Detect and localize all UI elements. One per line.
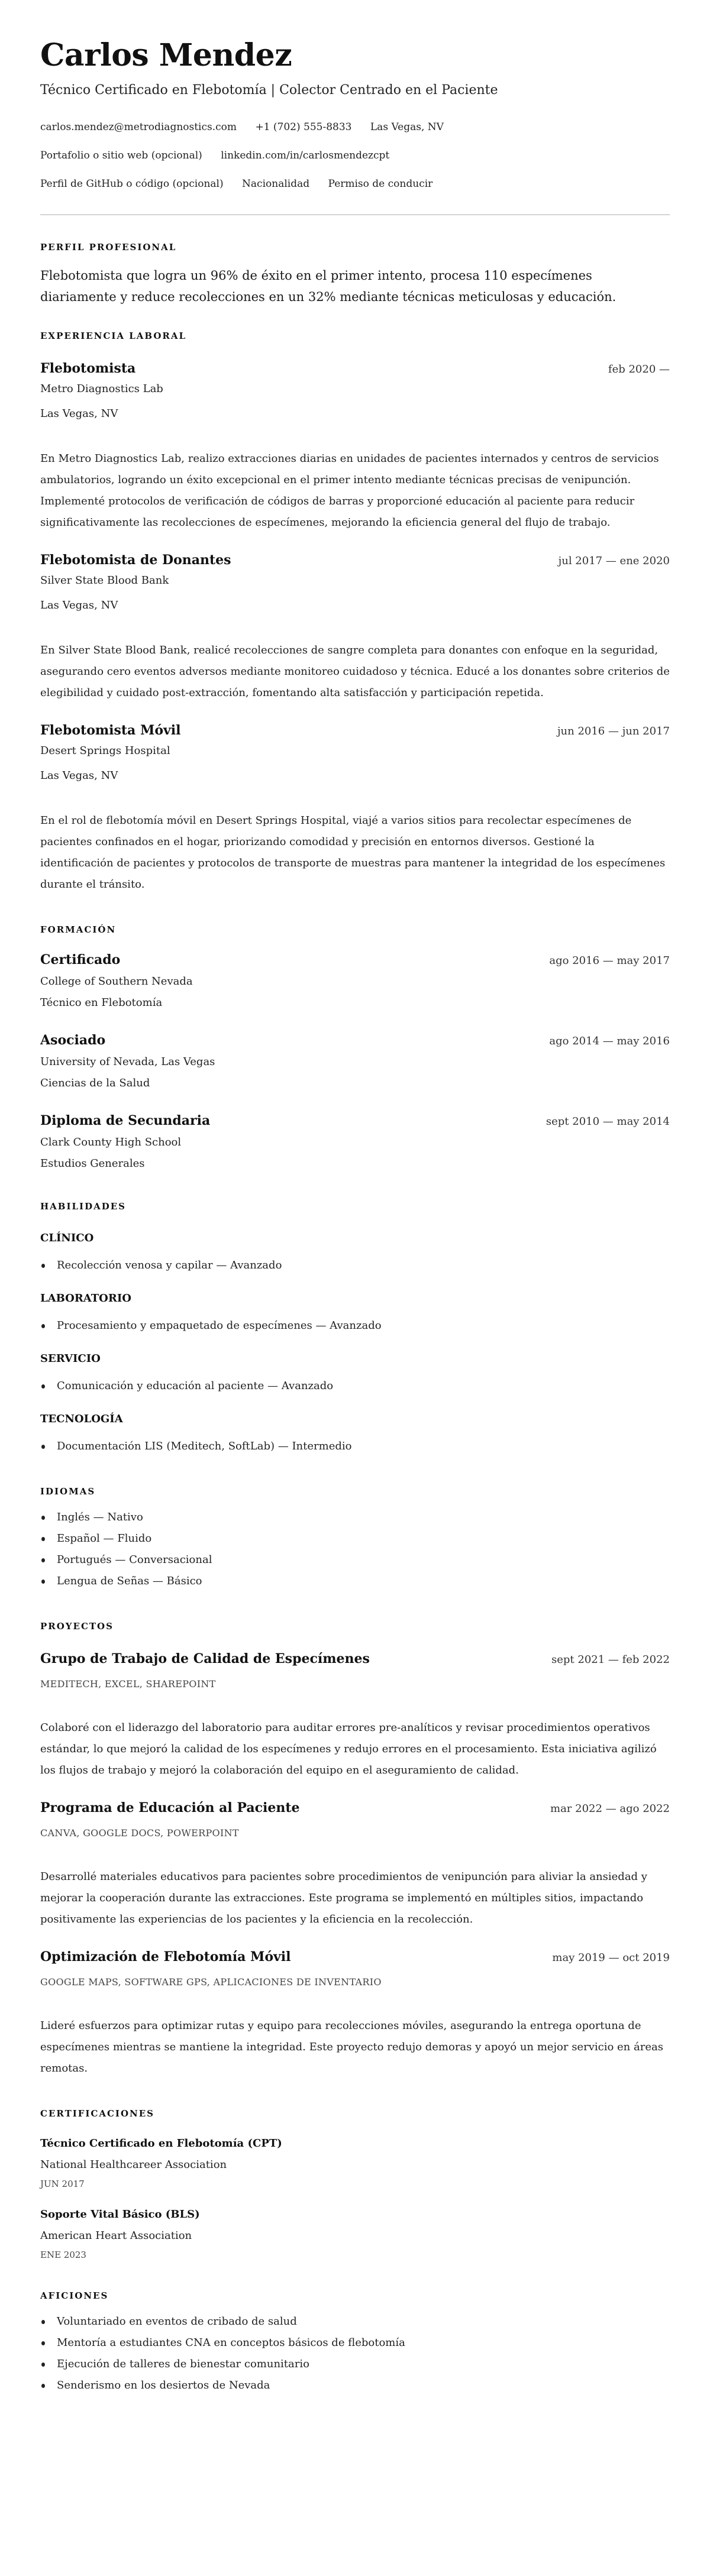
degree-name: Certificado xyxy=(40,952,121,967)
candidate-headline: Técnico Certificado en Flebotomía | Colector Centrado en el Paciente xyxy=(40,83,498,98)
certifications-section xyxy=(40,2108,670,2261)
resume-header xyxy=(40,37,670,193)
job-description: En el rol de flebotomía móvil en Desert Springs Hospital, viajé a varios sitios para recolectar especímenes de pacientes confinados en el hogar, priorizando comodidad y precisión en entornos diversos. Gestioné la identificación de pacientes y protocolos de transporte de muestras para mantener la integridad de los especímenes durante el tránsito. xyxy=(40,814,666,891)
experience-entry xyxy=(40,721,670,895)
education-section xyxy=(40,924,670,1172)
project-tech: CANVA, GOOGLE DOCS, POWERPOINT xyxy=(40,1827,239,1839)
contact-row xyxy=(40,175,670,193)
project-description: Desarrollé materiales educativos para pacientes sobre procedimientos de venipunción para aliviar la ansiedad y mejorar la cooperación durante las extracciones. Este programa se implementó en múltiples sitios, impactando positivamente las experiencias de los pacientes y la eficiencia en la recolección. xyxy=(40,1870,647,1925)
field-of-study: Técnico en Flebotomía xyxy=(40,996,163,1009)
field-of-study: Estudios Generales xyxy=(40,1157,145,1170)
job-dates: jul 2017 — ene 2020 xyxy=(558,555,670,567)
section-title: PERFIL PROFESIONAL xyxy=(40,242,177,253)
project-entry xyxy=(40,1948,670,2079)
field-of-study: Ciencias de la Salud xyxy=(40,1077,150,1089)
header-divider xyxy=(40,214,670,215)
hobby-item: Senderismo en los desiertos de Nevada xyxy=(40,2375,670,2396)
github-link[interactable]: Perfil de GitHub o código (opcional) xyxy=(40,178,224,190)
certification-date: JUN 2017 xyxy=(40,2179,85,2189)
certification-name: Técnico Certificado en Flebotomía (CPT) xyxy=(40,2137,282,2150)
certification-entry xyxy=(40,2136,670,2190)
experience-entry xyxy=(40,551,670,704)
language-list xyxy=(40,1507,670,1592)
skills-section xyxy=(40,1200,670,1457)
candidate-name: Carlos Mendez xyxy=(40,37,292,73)
company-name: Silver State Blood Bank xyxy=(40,574,169,587)
project-entry xyxy=(40,1650,670,1781)
email-link[interactable]: carlos.mendez@metrodiagnostics.com xyxy=(40,121,237,133)
certification-name: Soporte Vital Básico (BLS) xyxy=(40,2208,200,2221)
job-dates: jun 2016 — jun 2017 xyxy=(557,725,670,737)
languages-section xyxy=(40,1486,670,1592)
company-name: Metro Diagnostics Lab xyxy=(40,383,163,395)
skill-item: Recolección venosa y capilar — Avanzado xyxy=(40,1255,670,1276)
certification-date: ENE 2023 xyxy=(40,2250,86,2260)
hobbies-section xyxy=(40,2290,670,2396)
portfolio-link[interactable]: Portafolio o sitio web (opcional) xyxy=(40,150,202,161)
degree-name: Diploma de Secundaria xyxy=(40,1113,211,1128)
section-title: EXPERIENCIA LABORAL xyxy=(40,331,187,341)
project-dates: mar 2022 — ago 2022 xyxy=(550,1802,670,1815)
education-dates: sept 2010 — may 2014 xyxy=(546,1115,670,1128)
education-dates: ago 2014 — may 2016 xyxy=(549,1035,670,1047)
project-name: Programa de Educación al Paciente xyxy=(40,1800,300,1816)
language-item: Lengua de Señas — Básico xyxy=(40,1571,670,1592)
skill-item: Procesamiento y empaquetado de especímenes — Avanzado xyxy=(40,1315,670,1336)
company-name: Desert Springs Hospital xyxy=(40,745,170,757)
project-dates: may 2019 — oct 2019 xyxy=(552,1952,670,1964)
project-entry xyxy=(40,1799,670,1930)
education-entry xyxy=(40,1112,670,1172)
skill-category: TECNOLOGÍA xyxy=(40,1413,123,1425)
hobby-list xyxy=(40,2311,670,2396)
job-description: En Silver State Blood Bank, realicé recolecciones de sangre completa para donantes con enfoque en la seguridad, asegurando cero eventos adversos mediante monitoreo cuidadoso y técnica. Educé a los donantes sobre criterios de elegibilidad y cuidado post-extracción, fomentando alta satisfacción y participación repetida. xyxy=(40,644,670,699)
section-title: AFICIONES xyxy=(40,2290,109,2301)
job-dates: feb 2020 — xyxy=(608,363,670,376)
skill-list xyxy=(40,1315,670,1336)
education-entry xyxy=(40,1031,670,1092)
project-dates: sept 2021 — feb 2022 xyxy=(551,1653,670,1666)
summary-section xyxy=(40,241,670,308)
certification-issuer: National Healthcareer Association xyxy=(40,2158,227,2171)
project-tech: GOOGLE MAPS, SOFTWARE GPS, APLICACIONES DE INVENTARIO xyxy=(40,1976,382,1988)
drivers-license-text: Permiso de conducir xyxy=(328,178,433,190)
project-description: Colaboré con el liderazgo del laboratorio para auditar errores pre-analíticos y revisar procedimientos operativos estándar, lo que mejoró la calidad de los especímenes y redujo errores en el procesamiento. Esta iniciativa agilizó los flujos de trabajo y mejoró la colaboración del equipo en el aseguramiento de calidad. xyxy=(40,1721,657,1776)
hobby-item: Mentoría a estudiantes CNA en conceptos básicos de flebotomía xyxy=(40,2332,670,2354)
summary-text: Flebotomista que logra un 96% de éxito en el primer intento, procesa 110 especímenes diariamente y reduce recolecciones en un 32% mediante técnicas meticulosas y educación. xyxy=(40,268,617,304)
job-location: Las Vegas, NV xyxy=(40,599,118,611)
school-name: University of Nevada, Las Vegas xyxy=(40,1056,215,1068)
job-location: Las Vegas, NV xyxy=(40,769,118,782)
skill-list xyxy=(40,1376,670,1397)
section-title: PROYECTOS xyxy=(40,1621,114,1632)
skill-category: LABORATORIO xyxy=(40,1292,131,1305)
contact-row xyxy=(40,147,670,164)
section-title: HABILIDADES xyxy=(40,1201,126,1212)
hobby-item: Ejecución de talleres de bienestar comunitario xyxy=(40,2354,670,2375)
experience-section xyxy=(40,330,670,895)
skill-category: SERVICIO xyxy=(40,1352,101,1365)
projects-section xyxy=(40,1620,670,2079)
project-tech: MEDITECH, EXCEL, SHAREPOINT xyxy=(40,1678,216,1690)
project-description: Lideré esfuerzos para optimizar rutas y equipo para recolecciones móviles, asegurando la entrega oportuna de especímenes mientras se mantiene la integridad. Este proyecto redujo demoras y apoyó un mejor servicio en áreas remotas. xyxy=(40,2020,663,2075)
contact-row xyxy=(40,118,670,136)
job-title: Flebotomista Móvil xyxy=(40,723,181,738)
school-name: Clark County High School xyxy=(40,1136,182,1148)
job-description: En Metro Diagnostics Lab, realizo extracciones diarias en unidades de pacientes internados y centros de servicios ambulatorios, logrando un éxito excepcional en el primer intento mediante técnicas precisas de venipunción. Implementé protocolos de verificación de códigos de barras y proporcioné educación al paciente para reducir significativamente las recolecciones de especímenes, mejorando la eficiencia general del flujo de trabajo. xyxy=(40,452,659,529)
hobby-item: Voluntariado en eventos de cribado de salud xyxy=(40,2311,670,2332)
certification-issuer: American Heart Association xyxy=(40,2229,192,2242)
job-location: Las Vegas, NV xyxy=(40,407,118,420)
project-name: Grupo de Trabajo de Calidad de Especímenes xyxy=(40,1651,370,1666)
section-title: IDIOMAS xyxy=(40,1486,96,1497)
phone-link[interactable]: +1 (702) 555-8833 xyxy=(255,121,352,133)
skill-category: CLÍNICO xyxy=(40,1232,94,1244)
education-dates: ago 2016 — may 2017 xyxy=(549,954,670,967)
job-title: Flebotomista xyxy=(40,361,136,376)
language-item: Portugués — Conversacional xyxy=(40,1549,670,1571)
skill-list xyxy=(40,1255,670,1276)
skill-list xyxy=(40,1436,670,1457)
project-name: Optimización de Flebotomía Móvil xyxy=(40,1949,291,1965)
nationality-text: Nacionalidad xyxy=(242,178,310,190)
skill-item: Comunicación y educación al paciente — Avanzado xyxy=(40,1376,670,1397)
experience-entry xyxy=(40,360,670,533)
section-title: FORMACIÓN xyxy=(40,924,117,935)
certification-entry xyxy=(40,2207,670,2261)
location-text: Las Vegas, NV xyxy=(370,121,444,133)
degree-name: Asociado xyxy=(40,1033,106,1048)
language-item: Español — Fluido xyxy=(40,1528,670,1549)
language-item: Inglés — Nativo xyxy=(40,1507,670,1528)
job-title: Flebotomista de Donantes xyxy=(40,552,231,568)
education-entry xyxy=(40,951,670,1011)
school-name: College of Southern Nevada xyxy=(40,975,193,988)
linkedin-link[interactable]: linkedin.com/in/carlosmendezcpt xyxy=(221,150,390,161)
skill-item: Documentación LIS (Meditech, SoftLab) — Intermedio xyxy=(40,1436,670,1457)
section-title: CERTIFICACIONES xyxy=(40,2108,154,2119)
